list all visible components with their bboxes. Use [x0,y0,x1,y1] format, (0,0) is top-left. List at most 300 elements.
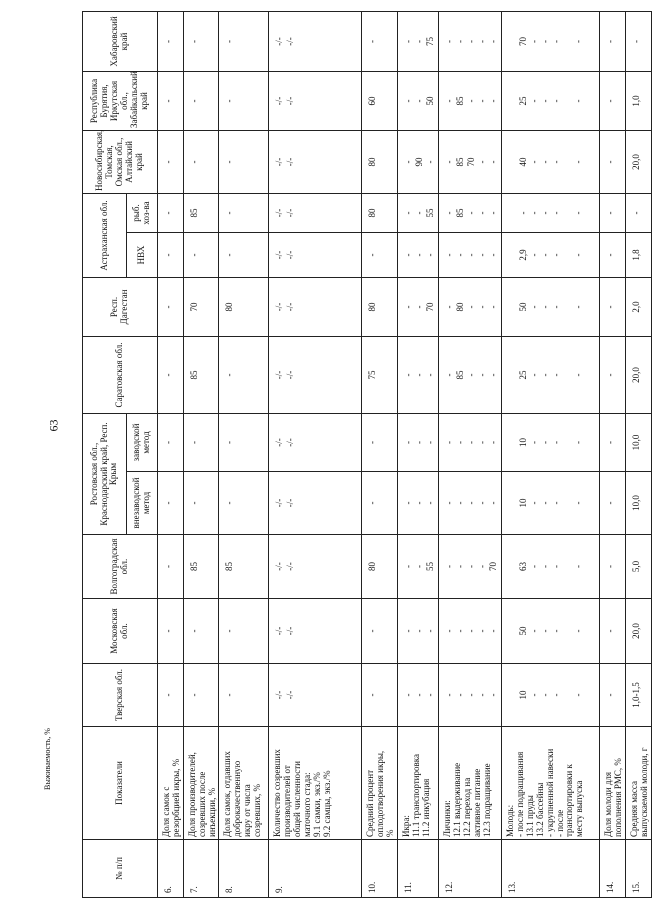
value-cell [502,535,600,599]
value-line: - [551,693,562,697]
value-line: - [367,441,378,444]
value-cell [158,599,184,664]
value-cell [600,413,626,471]
value-line: -/- [274,690,285,700]
value-line: - [224,441,235,444]
value-line: 90 [414,157,425,167]
indicator-line: производителей от [282,765,293,837]
value-cell [269,71,362,130]
page-number: 63 [46,419,61,432]
value-line: 50 [518,302,529,312]
value-line: - [605,441,616,444]
value-cell [219,130,269,193]
value-line: - [403,501,414,505]
value-cell [439,664,502,727]
value-line: - [529,501,540,505]
value-line: -/- [285,250,296,260]
value-cell [362,535,398,599]
value-cell [158,130,184,193]
value-line: - [367,693,378,697]
value-cell [600,535,626,599]
value-cell [439,11,502,71]
value-line: -/- [285,626,296,636]
value-line: - [466,305,477,309]
indicator-line: транспортировки к [564,764,575,837]
value-line: - [414,693,425,697]
indicator-line: инъекции, % [206,787,217,837]
value-line: - [163,160,173,164]
value-line: - [488,253,499,257]
value-line: 1,8 [631,249,642,261]
indicator-cell [362,727,398,840]
value-cell [439,413,502,471]
value-line: 75 [425,36,436,46]
row-number: 9. [269,840,362,898]
value-line: - [477,99,488,103]
value-cell [183,71,219,130]
indicator-line: Количество созревших [272,749,283,837]
value-cell [398,130,439,193]
value-cell [626,472,652,535]
value-cell [158,413,184,471]
value-line: - [466,99,477,103]
value-line: - [414,253,425,257]
indicator-line: оплодотворения икры, [375,750,386,837]
value-cell [362,130,398,193]
value-cell [502,71,600,130]
value-line: - [444,501,455,505]
indicator-line: 11.1 транспортировка [411,754,422,837]
value-cell [439,71,502,130]
value-line: 10 [518,438,529,447]
value-line: - [573,565,584,568]
indicator-line: % [385,829,396,837]
value-line: - [163,99,173,103]
value-line: 10 [518,498,529,508]
value-line: - [403,629,414,633]
value-line: - [224,99,235,103]
header-dagestan: Респ. Дагестан [83,277,158,336]
value-line: - [605,693,616,697]
data-table [82,11,652,898]
indicator-line: 11.2 инкубация [420,778,431,837]
value-line: - [573,501,584,505]
header-rostov-external: внезаводской метод [127,472,158,535]
indicator-line: созревших после [196,771,207,837]
rotated-table-wrapper [82,12,650,898]
row-number: 10. [362,840,398,898]
value-line: - [477,629,488,633]
value-line: - [477,305,488,309]
value-cell [362,336,398,413]
table-row [158,11,184,897]
value-line: - [573,160,584,164]
value-line: - [224,629,235,633]
value-line: - [529,629,540,633]
value-cell [158,336,184,413]
value-line: 75 [367,370,378,380]
value-cell [269,413,362,471]
value-line: - [573,693,584,697]
value-line: - [367,629,378,633]
value-cell [600,232,626,277]
value-line: -/- [274,498,285,508]
value-line: -/- [274,302,285,312]
value-cell [219,277,269,336]
value-line: -/- [274,157,285,167]
value-cell [626,232,652,277]
value-line: - [573,441,584,444]
value-line: 80 [224,302,235,312]
value-line: - [466,441,477,444]
value-cell [158,71,184,130]
value-line: - [488,99,499,103]
side-label: Выживаемость, % [43,728,52,790]
value-cell [398,11,439,71]
value-line: - [488,629,499,633]
indicator-line: активное питание [471,768,482,837]
value-cell [158,535,184,599]
value-cell [502,664,600,727]
table-row [362,11,398,897]
table-row [269,11,362,897]
value-line: - [573,373,584,377]
value-line: - [403,565,414,568]
header-buryatia: Республика Бурятия, Иркутская обл., Забайкальский край [83,71,158,130]
value-line: 85 [188,562,199,571]
value-line: - [414,629,425,633]
header-rostov-factory: заводской метод [127,413,158,471]
indicator-line: 9.1 самки, экз./% [312,772,323,837]
indicator-cell [183,727,219,840]
value-cell [502,193,600,232]
value-line: - [488,305,499,309]
value-line: - [466,253,477,257]
value-line: - [414,373,425,377]
value-cell [269,193,362,232]
value-cell [183,193,219,232]
value-cell [269,599,362,664]
value-line: - [414,305,425,309]
value-line: - [224,693,235,697]
value-line: - [163,565,173,568]
value-cell [502,336,600,413]
value-line: - [163,373,173,377]
value-cell [183,130,219,193]
value-line: -/- [274,96,285,106]
value-line: 55 [425,208,436,218]
value-line: 85 [455,157,466,167]
value-cell [219,472,269,535]
value-line: - [551,629,562,633]
value-line: -/- [285,302,296,312]
value-line: 70 [466,157,477,167]
value-line: -/- [274,37,285,46]
indicator-line: 13.1 пруды [524,795,535,837]
value-line: - [551,565,562,568]
value-line: - [551,441,562,444]
value-line: 63 [518,562,529,571]
value-line: 5,0 [631,560,642,573]
value-line: - [477,253,488,257]
value-line: 1,0-1,5 [631,682,642,708]
value-cell [269,11,362,71]
value-line: - [477,160,488,164]
value-cell [439,232,502,277]
value-line: - [425,441,436,444]
value-line: - [488,373,499,377]
value-line: - [605,253,616,257]
value-line: 85 [188,208,199,218]
indicator-line: Икра: [401,815,412,837]
value-line: -/- [274,370,285,380]
value-line: - [425,501,436,505]
value-line: 20,0 [631,367,642,383]
value-cell [158,472,184,535]
value-cell [362,11,398,71]
value-cell [269,535,362,599]
value-line: - [163,211,173,215]
value-line: - [163,441,173,444]
value-line: - [466,501,477,505]
value-cell [626,413,652,471]
value-cell [269,472,362,535]
table-row [219,11,269,897]
value-line: - [444,253,455,257]
indicator-line: 12.2 переход на [461,777,472,837]
value-cell [219,232,269,277]
table-header [83,11,158,897]
value-line: 50 [518,626,529,636]
value-line: - [224,160,235,164]
value-line: - [466,629,477,633]
value-line: 50 [425,96,436,106]
row-number: 11. [398,840,439,898]
indicator-line: Личинки: [442,800,453,837]
value-line: - [188,39,199,43]
header-num: № п/п [83,840,158,898]
value-line: - [551,211,562,215]
value-cell [362,232,398,277]
value-cell [502,130,600,193]
value-line: - [163,39,173,43]
value-line: - [455,693,466,697]
value-line: -/- [274,438,285,447]
value-line: 2,0 [631,301,642,313]
value-cell [502,472,600,535]
value-line: 80 [367,157,378,167]
table-row [439,11,502,897]
value-cell [183,472,219,535]
value-cell [439,599,502,664]
indicator-cell [626,727,652,840]
value-line: - [414,39,425,43]
value-line: 1,0 [631,95,642,107]
indicator-line: общей численности [292,761,303,837]
value-line: 70 [188,302,199,312]
indicator-line: - после подращивания [515,751,526,837]
value-cell [398,71,439,130]
value-cell [626,535,652,599]
value-cell [362,277,398,336]
value-line: - [188,160,199,164]
value-line: 2,9 [518,249,529,261]
value-line: - [455,565,466,568]
value-cell [398,277,439,336]
value-line: - [529,39,540,43]
value-line: - [188,253,199,257]
value-line: - [163,253,173,257]
value-cell [626,193,652,232]
value-cell [439,535,502,599]
value-cell [600,336,626,413]
value-line: - [573,253,584,257]
value-line: - [573,305,584,309]
row-number: 8. [219,840,269,898]
value-line: - [477,565,488,568]
value-line: 40 [518,157,529,167]
value-cell [626,11,652,71]
value-line: - [455,501,466,505]
table-row [626,11,652,897]
header-khabarovsk: Хабаровский край [83,11,158,71]
row-number: 14. [600,840,626,898]
value-line: -/- [285,37,296,46]
value-line: - [573,629,584,633]
value-line: - [414,99,425,103]
value-line: - [444,565,455,568]
value-line: - [403,99,414,103]
value-line: - [605,629,616,633]
value-cell [398,232,439,277]
indicator-line: Доля самок, отдавших [222,751,233,837]
value-cell [502,11,600,71]
value-line: - [529,441,540,444]
indicator-cell [439,727,502,840]
value-cell [362,71,398,130]
value-cell [398,535,439,599]
indicator-line: Доля молоди для [603,771,614,837]
header-volgograd: Волгоградская обл. [83,535,158,599]
value-line: - [444,629,455,633]
value-cell [219,193,269,232]
value-line: - [455,39,466,43]
indicator-line: 12.3 подращивание [481,763,492,837]
value-line: - [444,305,455,309]
value-line: - [224,501,235,505]
value-cell [600,130,626,193]
value-line: 70 [518,36,529,46]
value-line: -/- [285,157,296,167]
value-cell [600,664,626,727]
value-line: - [466,39,477,43]
value-line: - [573,39,584,43]
value-line: - [444,373,455,377]
value-line: 80 [367,562,378,571]
indicator-line: Доля самок с [161,786,171,837]
row-number: 12. [439,840,502,898]
value-line: - [444,160,455,164]
value-line: - [455,441,466,444]
value-line: - [425,629,436,633]
table-body [158,11,652,897]
value-cell [362,413,398,471]
value-line: - [163,501,173,505]
value-cell [600,599,626,664]
indicator-cell [219,727,269,840]
value-cell [600,472,626,535]
value-line: - [466,565,477,568]
header-saratov: Саратовская обл. [83,336,158,413]
indicator-cell [269,727,362,840]
value-line: -/- [285,690,296,700]
indicator-line: 13.2 бассейны [534,782,545,837]
value-line: - [488,211,499,215]
value-cell [439,472,502,535]
value-cell [158,232,184,277]
value-line: - [466,373,477,377]
value-line: - [529,305,540,309]
value-cell [362,193,398,232]
value-line: -/- [274,626,285,636]
value-line: 80 [367,208,378,218]
value-cell [600,71,626,130]
value-line: - [540,441,551,444]
value-cell [158,193,184,232]
value-line: - [551,501,562,505]
value-line: - [414,211,425,215]
value-line: - [444,693,455,697]
header-astrakhan-nvh: НВХ [127,232,158,277]
value-line: - [529,693,540,697]
value-line: - [540,501,551,505]
value-cell [158,277,184,336]
value-line: 70 [488,562,499,571]
value-line: - [605,373,616,377]
indicator-line: - после [554,809,565,837]
value-line: - [551,160,562,164]
indicator-line: резорбцией икры, % [170,758,181,837]
header-astrakhan: Астраханская обл. [83,193,127,277]
value-line: 20,0 [631,154,642,170]
value-line: - [477,39,488,43]
value-line: - [540,565,551,568]
value-cell [269,336,362,413]
value-line: - [477,211,488,215]
indicator-line: пополнения РМС, % [613,758,624,837]
value-line: - [224,211,235,215]
value-cell [219,336,269,413]
value-line: 10 [518,690,529,700]
value-line: - [403,160,414,164]
header-moscow: Московская обл. [83,599,158,664]
value-line: 85 [224,562,235,571]
value-line: - [631,211,642,215]
value-line: - [403,373,414,377]
value-line: - [605,99,616,103]
value-cell [439,336,502,413]
value-line: - [551,39,562,43]
row-number: 13. [502,840,600,898]
value-cell [626,71,652,130]
value-cell [362,664,398,727]
value-line: - [477,501,488,505]
value-line: -/- [285,96,296,106]
indicator-line: - укрупненной навески [544,748,555,837]
value-line: - [188,629,199,633]
value-line: - [367,253,378,257]
value-line: 55 [425,562,436,571]
